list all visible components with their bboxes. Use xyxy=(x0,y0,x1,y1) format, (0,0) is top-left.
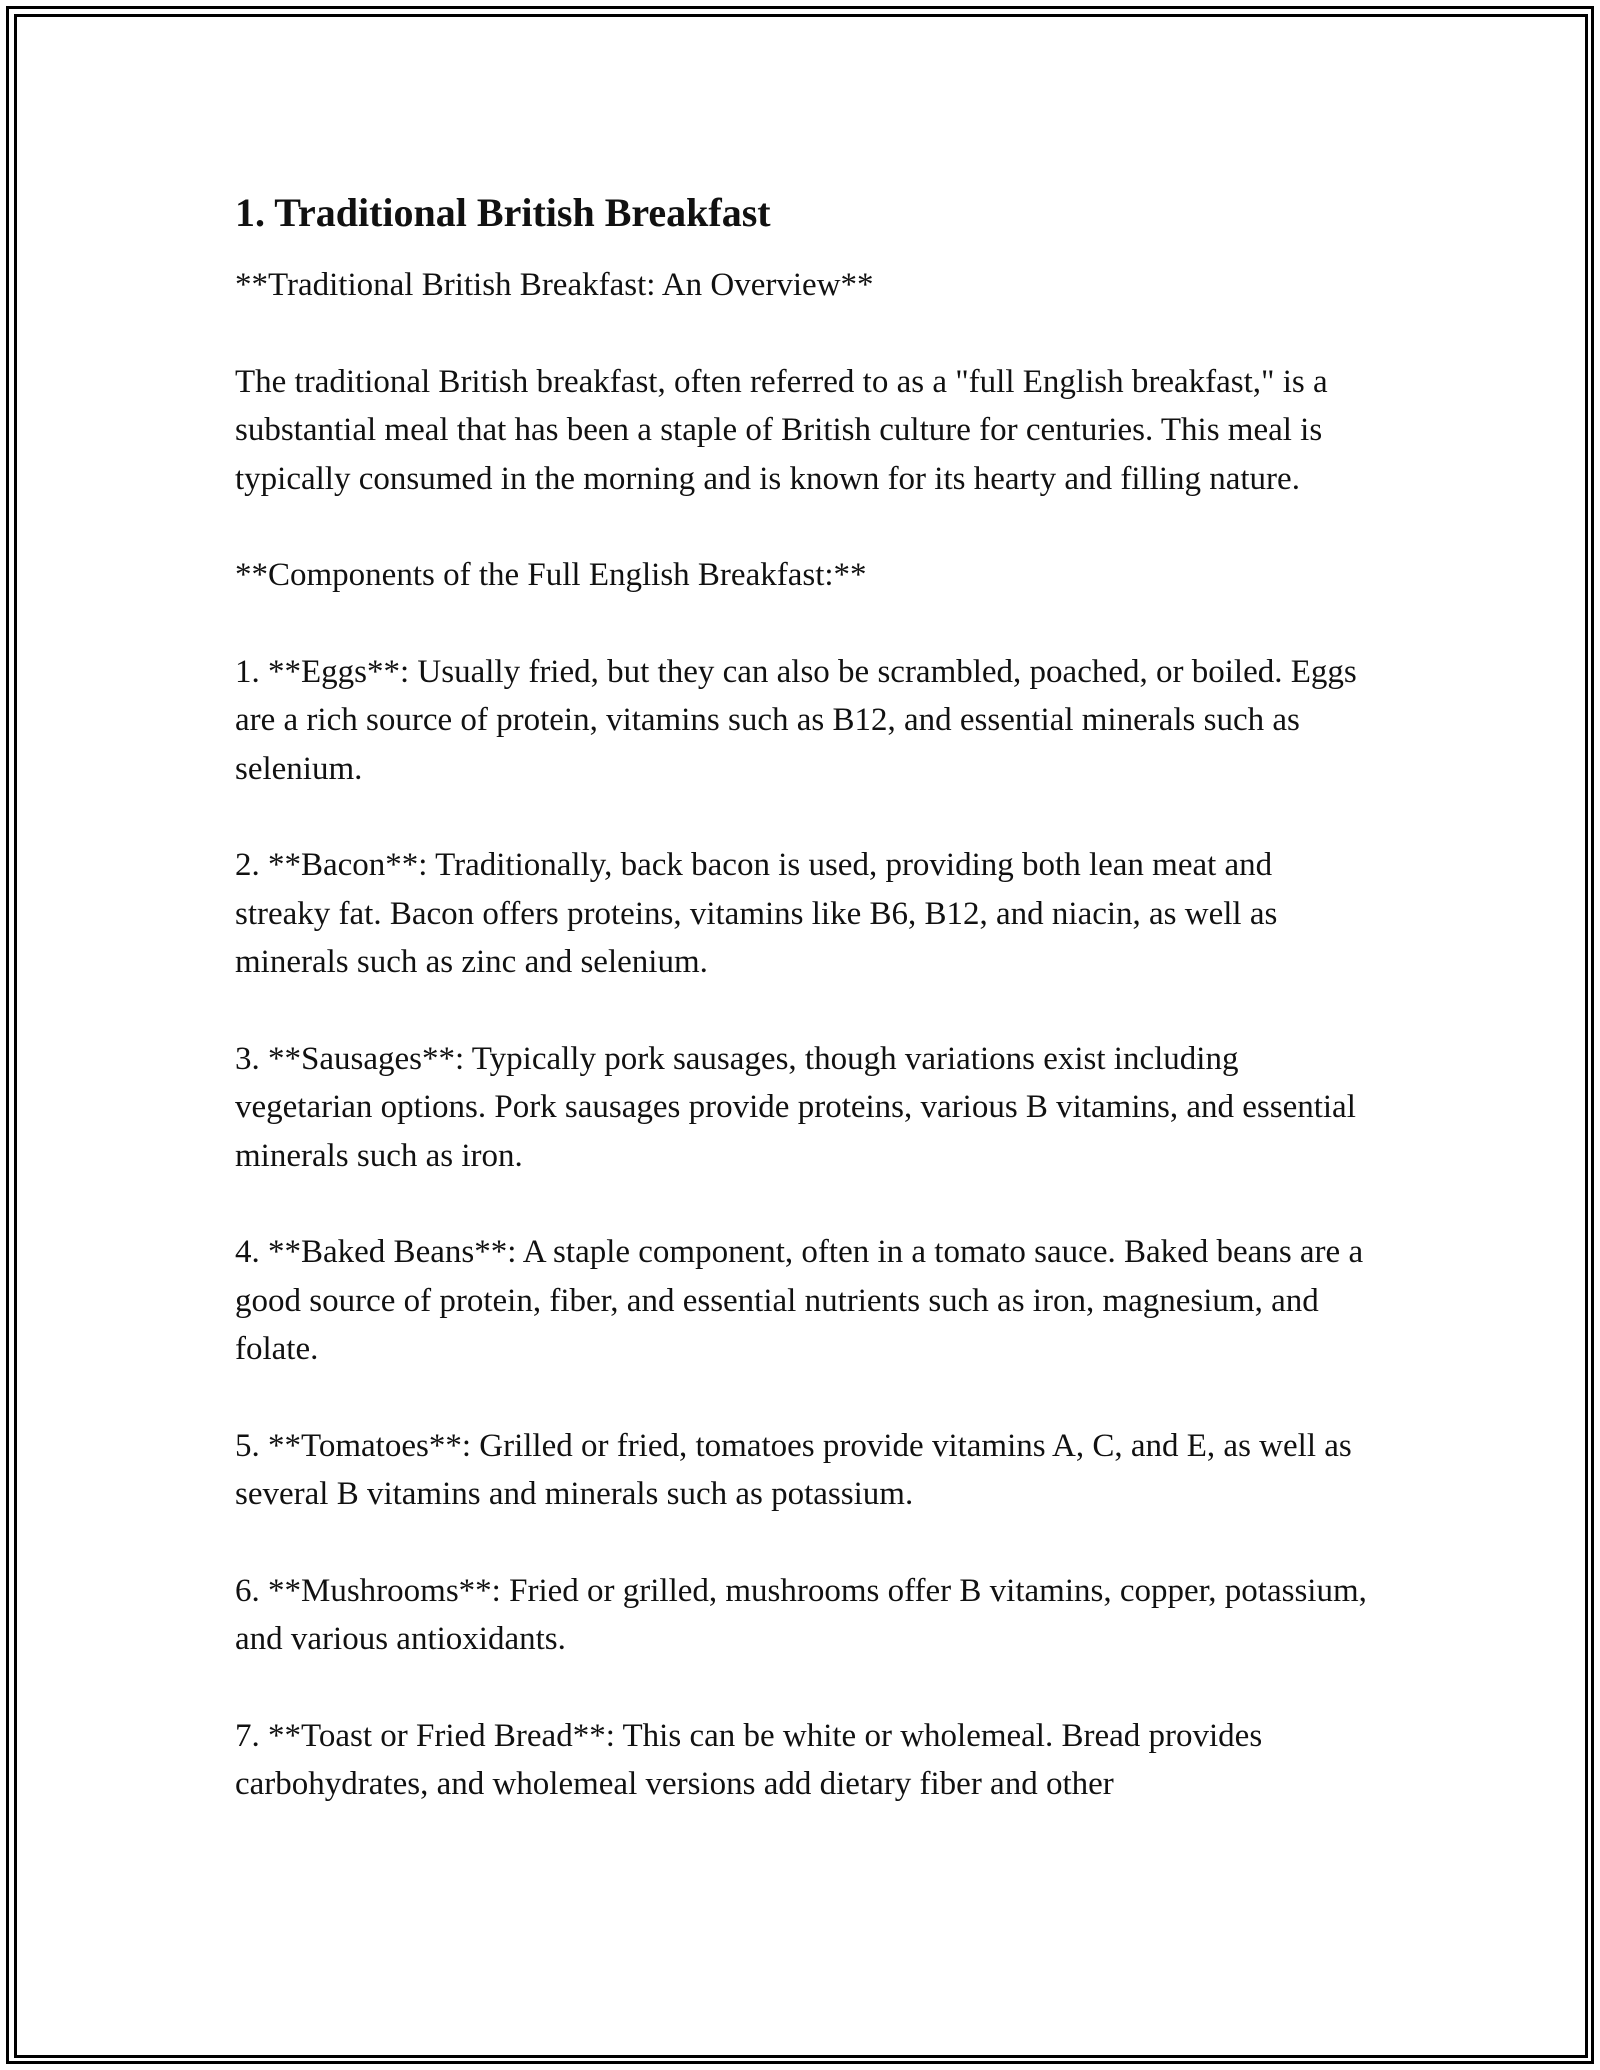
list-item-sausages: 3. **Sausages**: Typically pork sausages, though variations exist including vegetarian options. Pork sausages provide proteins, various B vitamins, and essential minerals such as iron. xyxy=(235,1040,1356,1174)
components-title: **Components of the Full English Breakfast:** xyxy=(235,557,867,593)
section-heading: 1. Traditional British Breakfast xyxy=(235,190,771,235)
list-item-baked-beans: 4. **Baked Beans**: A staple component, often in a tomato sauce. Baked beans are a good source of protein, fiber, and essential nutrients such as iron, magnesium, and folate. xyxy=(235,1234,1364,1367)
list-item-mushrooms: 6. **Mushrooms**: Fried or grilled, mushrooms offer B vitamins, copper, potassium, and various antioxidants. xyxy=(235,1572,1367,1657)
intro-paragraph: The traditional British breakfast, often referred to as a "full English breakfast," is a substantial meal that has been a staple of British culture for centuries. This meal is typically consumed in the morning and is known for its hearty and filling nature. xyxy=(235,363,1328,497)
list-item-tomatoes: 5. **Tomatoes**: Grilled or fried, tomatoes provide vitamins A, C, and E, as well as several B vitamins and minerals such as potassium. xyxy=(235,1427,1352,1512)
list-item-bacon: 2. **Bacon**: Traditionally, back bacon is used, providing both lean meat and streaky fat. Bacon offers proteins, vitamins like B6, B12, and niacin, as well as minerals such as zinc and selenium. xyxy=(235,847,1278,980)
list-item-eggs: 1. **Eggs**: Usually fried, but they can also be scrambled, poached, or boiled. Eggs are a rich source of protein, vitamins such as B12, and essential minerals such as selenium. xyxy=(235,653,1357,787)
document-body xyxy=(235,185,1375,1857)
list-item-toast: 7. **Toast or Fried Bread**: This can be white or wholemeal. Bread provides carbohydrates, and wholemeal versions add dietary fiber and other xyxy=(235,1717,1263,1802)
overview-title: **Traditional British Breakfast: An Overview** xyxy=(235,267,874,303)
